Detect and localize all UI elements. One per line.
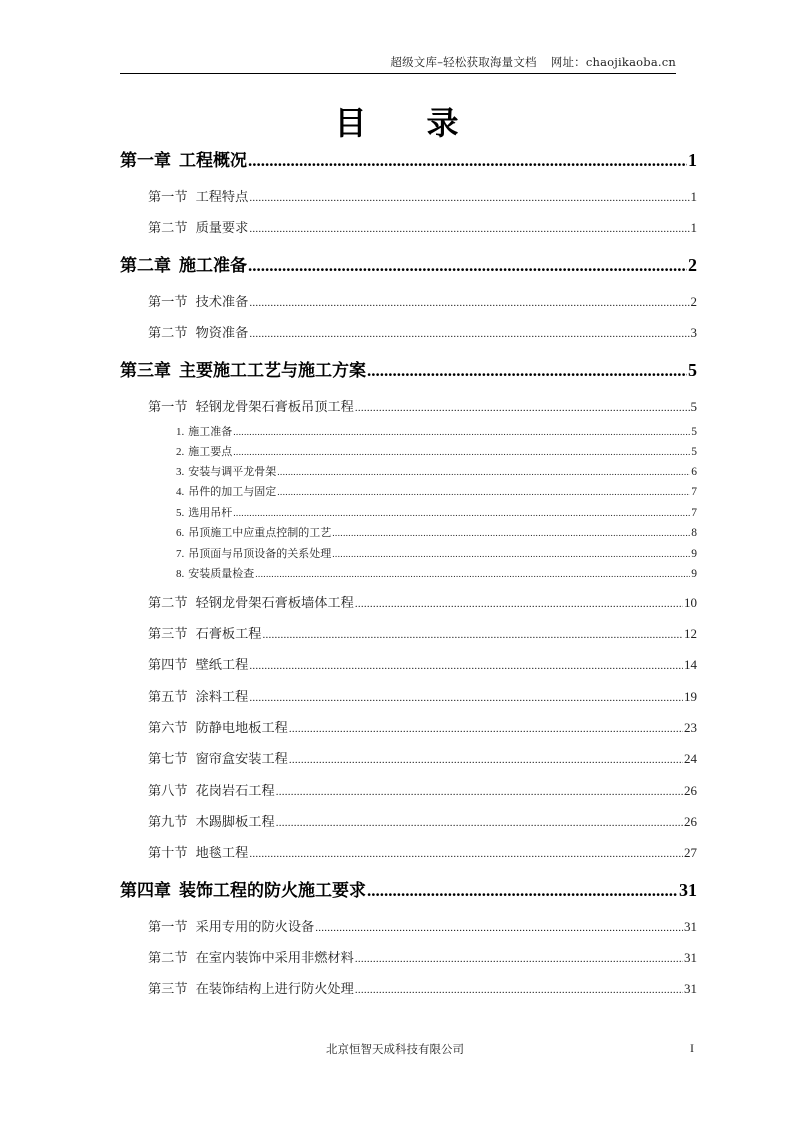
toc-section-entry[interactable]	[148, 186, 697, 206]
toc-entry-page-number: 19	[684, 689, 697, 704]
toc-entry-page-number: 7	[691, 486, 697, 498]
toc-entry-prefix: 第四节	[148, 658, 188, 673]
toc-entry-prefix: 第二节	[148, 951, 188, 966]
toc-entry-prefix: 第三节	[148, 982, 188, 997]
toc-entry-page-number: 2	[688, 255, 697, 275]
toc-entry-label	[148, 780, 275, 799]
dot-leader	[355, 984, 683, 996]
toc-entry-title: 质量要求	[195, 221, 249, 236]
toc-entry-page-number: 7	[691, 507, 697, 519]
toc-entry-title: 工程特点	[195, 190, 249, 205]
toc-section-entry[interactable]	[148, 842, 697, 862]
toc-entry-title: 在装饰结构上进行防火处理	[195, 982, 354, 997]
dot-leader	[263, 629, 684, 641]
toc-entry-page-number: 31	[684, 919, 697, 934]
toc-entry-title: 壁纸工程	[195, 658, 249, 673]
toc-section-entry[interactable]	[148, 217, 697, 237]
toc-entry-label	[148, 811, 275, 830]
toc-entry-label	[148, 916, 314, 935]
toc-entry-label	[120, 876, 366, 900]
toc-entry-label	[148, 748, 288, 767]
toc-section-entry[interactable]	[148, 396, 697, 416]
toc-entry-prefix: 6.	[176, 527, 185, 539]
toc-entry-prefix: 第三节	[148, 627, 188, 642]
toc-entry-prefix: 第二节	[148, 596, 188, 611]
toc-entry-title: 安装与调平龙骨架	[188, 465, 277, 478]
dot-leader	[233, 448, 690, 458]
toc-entry-page-number: 31	[684, 981, 697, 996]
toc-entry-title: 防静电地板工程	[195, 721, 288, 736]
toc-section-entry[interactable]	[148, 322, 697, 342]
toc-entry-label	[148, 592, 354, 611]
dot-leader	[249, 692, 683, 704]
toc-entry-label	[176, 565, 254, 581]
toc-item-entry[interactable]	[176, 504, 697, 520]
toc-entry-page-number: 5	[691, 426, 697, 438]
toc-entry-label	[148, 623, 262, 642]
toc-entry-page-number: 1	[690, 189, 697, 204]
page-header	[120, 54, 676, 74]
toc-entry-title: 轻钢龙骨架石膏板吊顶工程	[195, 400, 354, 415]
toc-entry-prefix: 第一节	[148, 295, 188, 310]
toc-entry-title: 工程概况	[179, 151, 247, 170]
toc-entry-prefix: 第六节	[148, 721, 188, 736]
toc-section-entry[interactable]	[148, 916, 697, 936]
toc-entry-title: 施工要点	[188, 445, 233, 458]
toc-section-entry[interactable]	[148, 291, 697, 311]
toc-entry-page-number: 5	[688, 360, 697, 380]
toc-entry-page-number: 3	[690, 325, 697, 340]
toc-entry-page-number: 10	[684, 595, 697, 610]
toc-entry-prefix: 第四章	[120, 881, 171, 900]
toc-entry-title: 木踢脚板工程	[195, 815, 275, 830]
toc-entry-title: 选用吊杆	[188, 506, 233, 519]
toc-item-entry[interactable]	[176, 483, 697, 499]
toc-entry-prefix: 第九节	[148, 815, 188, 830]
dot-leader	[249, 660, 683, 672]
toc-section-entry[interactable]	[148, 592, 697, 612]
toc-entry-label	[120, 146, 247, 170]
dot-leader	[248, 151, 687, 170]
toc-entry-page-number: 31	[679, 880, 697, 900]
toc-entry-label	[176, 483, 276, 499]
title-char-1: 目	[334, 104, 367, 142]
footer-page-number: I	[690, 1041, 694, 1055]
toc-entry-prefix: 2.	[176, 446, 185, 458]
toc-entry-title: 技术准备	[195, 295, 249, 310]
dot-leader	[355, 402, 690, 414]
toc-entry-page-number: 27	[684, 845, 697, 860]
toc-entry-title: 窗帘盒安装工程	[195, 752, 288, 767]
toc-item-entry[interactable]	[176, 423, 697, 439]
toc-entry-prefix: 第一节	[148, 400, 188, 415]
toc-entry-label	[176, 443, 232, 459]
header-library-text: 超级文库–轻松获取海量文档	[390, 55, 537, 69]
toc-entry-title: 施工准备	[179, 256, 247, 275]
toc-item-entry[interactable]	[176, 524, 697, 540]
toc-entry-prefix: 第一章	[120, 151, 171, 170]
dot-leader	[277, 468, 690, 478]
toc-entry-prefix: 第二节	[148, 326, 188, 341]
toc-entry-prefix: 第二节	[148, 221, 188, 236]
toc-entry-prefix: 第二章	[120, 256, 171, 275]
toc-entry-prefix: 第十节	[148, 846, 188, 861]
toc-entry-prefix: 第一节	[148, 920, 188, 935]
page-title	[0, 98, 793, 144]
toc-entry-label	[176, 524, 331, 540]
toc-entry-page-number: 24	[684, 751, 697, 766]
toc-entry-label	[148, 322, 248, 341]
toc-entry-page-number: 14	[684, 657, 697, 672]
dot-leader	[367, 881, 678, 900]
dot-leader	[332, 529, 690, 539]
toc-entry-label	[120, 356, 366, 380]
toc-entry-title: 地毯工程	[195, 846, 249, 861]
toc-entry-prefix: 第七节	[148, 752, 188, 767]
toc-entry-page-number: 9	[691, 548, 697, 560]
toc-entry-prefix: 第五节	[148, 690, 188, 705]
toc-entry-page-number: 1	[690, 220, 697, 235]
toc-entry-title: 安装质量检查	[188, 567, 255, 580]
dot-leader	[276, 817, 683, 829]
toc-entry-title: 装饰工程的防火施工要求	[179, 881, 366, 900]
toc-entry-title: 物资准备	[195, 326, 249, 341]
toc-entry-label	[148, 217, 248, 236]
toc-entry-page-number: 5	[690, 399, 697, 414]
toc-entry-label	[148, 654, 248, 673]
toc-entry-prefix: 5.	[176, 507, 185, 519]
dot-leader	[249, 192, 689, 204]
toc-entry-page-number: 1	[688, 150, 697, 170]
toc-entry-prefix: 第一节	[148, 190, 188, 205]
toc-entry-title: 涂料工程	[195, 690, 249, 705]
dot-leader	[277, 488, 690, 498]
toc-entry-label	[176, 504, 232, 520]
header-divider	[120, 73, 676, 74]
toc-section-entry[interactable]	[148, 811, 697, 831]
toc-entry-label	[148, 842, 248, 861]
toc-entry-page-number: 5	[691, 446, 697, 458]
dot-leader	[332, 550, 690, 560]
dot-leader	[367, 361, 687, 380]
dot-leader	[233, 428, 690, 438]
toc-entry-label	[176, 423, 232, 439]
toc-item-entry[interactable]	[176, 463, 697, 479]
toc-section-entry[interactable]	[148, 780, 697, 800]
toc-section-entry[interactable]	[148, 717, 697, 737]
toc-item-entry[interactable]	[176, 545, 697, 561]
toc-entry-page-number: 31	[684, 950, 697, 965]
toc-chapter-entry[interactable]	[120, 146, 697, 170]
toc-entry-title: 在室内装饰中采用非燃材料	[195, 951, 354, 966]
toc-entry-title: 轻钢龙骨架石膏板墙体工程	[195, 596, 354, 611]
toc-chapter-entry[interactable]	[120, 876, 697, 900]
dot-leader	[248, 256, 687, 275]
toc-section-entry[interactable]	[148, 748, 697, 768]
toc-section-entry[interactable]	[148, 654, 697, 674]
toc-section-entry[interactable]	[148, 686, 697, 706]
toc-entry-prefix: 1.	[176, 426, 185, 438]
toc-entry-label	[148, 717, 288, 736]
toc-entry-label	[120, 251, 247, 275]
toc-entry-prefix: 第八节	[148, 784, 188, 799]
toc-entry-title: 吊顶施工中应重点控制的工艺	[188, 526, 332, 539]
toc-entry-label	[176, 545, 331, 561]
toc-entry-title: 花岗岩石工程	[195, 784, 275, 799]
footer-company-name: 北京恒智天成科技有限公司	[326, 1042, 464, 1056]
toc-entry-prefix: 7.	[176, 548, 185, 560]
toc-entry-label	[148, 291, 248, 310]
toc-entry-title: 吊顶面与吊顶设备的关系处理	[188, 547, 332, 560]
toc-entry-title: 主要施工工艺与施工方案	[179, 361, 366, 380]
toc-entry-label	[176, 463, 276, 479]
toc-section-entry[interactable]	[148, 978, 697, 998]
toc-entry-page-number: 26	[684, 783, 697, 798]
dot-leader	[249, 297, 689, 309]
toc-entry-label	[148, 686, 248, 705]
title-char-2: 录	[426, 104, 459, 142]
toc-section-entry[interactable]	[148, 623, 697, 643]
dot-leader	[249, 848, 683, 860]
toc-section-entry[interactable]	[148, 947, 697, 967]
toc-entry-page-number: 9	[691, 568, 697, 580]
dot-leader	[276, 786, 683, 798]
toc-entry-page-number: 8	[691, 527, 697, 539]
toc-entry-prefix: 第三章	[120, 361, 171, 380]
dot-leader	[315, 922, 683, 934]
dot-leader	[255, 570, 690, 580]
toc-entry-title: 施工准备	[188, 425, 233, 438]
toc-item-entry[interactable]	[176, 565, 697, 581]
toc-entry-title: 石膏板工程	[195, 627, 262, 642]
toc-entry-label	[148, 978, 354, 997]
toc-entry-prefix: 8.	[176, 568, 185, 580]
toc-entry-prefix: 4.	[176, 486, 185, 498]
toc-item-entry[interactable]	[176, 443, 697, 459]
toc-chapter-entry[interactable]	[120, 251, 697, 275]
toc-entry-label	[148, 396, 354, 415]
toc-entry-label	[148, 186, 248, 205]
toc-entry-page-number: 23	[684, 720, 697, 735]
dot-leader	[355, 598, 683, 610]
dot-leader	[249, 328, 689, 340]
toc-entry-page-number: 12	[684, 626, 697, 641]
toc-entry-page-number: 6	[691, 466, 697, 478]
dot-leader	[289, 723, 683, 735]
dot-leader	[355, 953, 683, 965]
toc-entry-prefix: 3.	[176, 466, 185, 478]
dot-leader	[233, 509, 690, 519]
toc-entry-label	[148, 947, 354, 966]
toc-entry-page-number: 26	[684, 814, 697, 829]
toc-chapter-entry[interactable]	[120, 356, 697, 380]
dot-leader	[249, 223, 689, 235]
header-website-text: 网址：chaojikaoba.cn	[550, 55, 676, 69]
toc-entry-title: 吊件的加工与固定	[188, 485, 277, 498]
toc-entry-title: 采用专用的防火设备	[195, 920, 315, 935]
dot-leader	[289, 754, 683, 766]
toc-entry-page-number: 2	[690, 294, 697, 309]
